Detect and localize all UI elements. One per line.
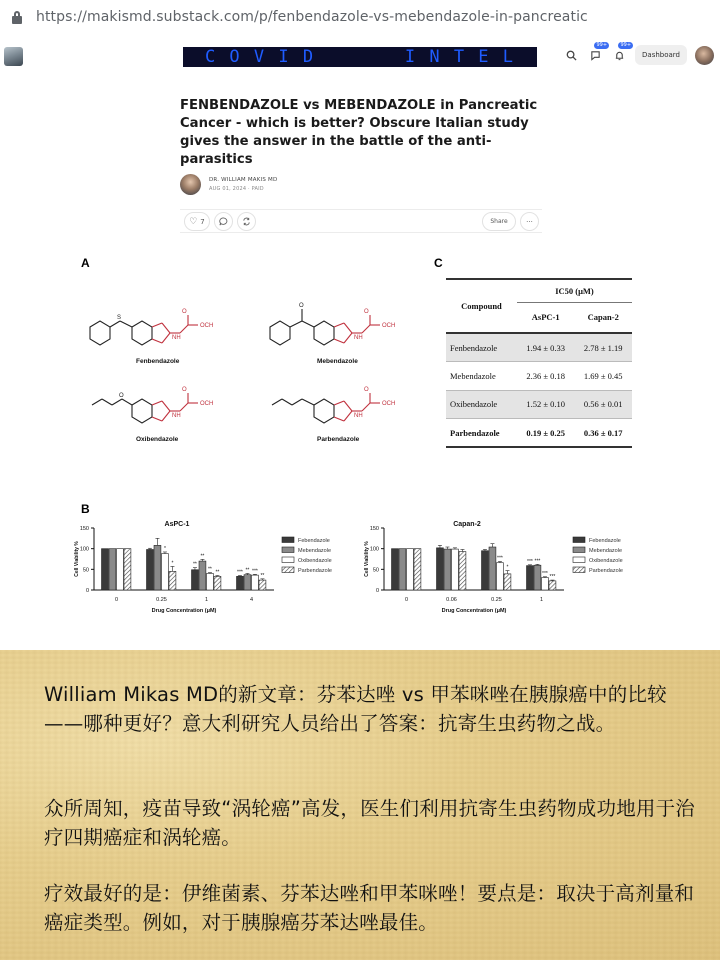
post-actions [180,209,542,233]
bar [147,549,154,590]
table-cell: 1.69 ± 0.45 [574,362,632,391]
significance-label: ** [245,567,250,574]
x-axis-label: Drug Concentration (μM) [441,608,507,614]
notifications-icon[interactable] [611,42,632,63]
y-tick-label: 0 [85,588,89,594]
bar [534,565,541,590]
legend-swatch [282,557,294,563]
heart-icon: ♡ [189,216,198,227]
x-tick-label: 0.06 [446,597,457,603]
y-tick-label: 100 [79,546,89,553]
legend-label: Oxibendazole [298,558,332,564]
bar [244,575,251,590]
user-avatar[interactable] [695,46,714,65]
table-cell: Parbendazole [446,419,517,448]
bar [169,571,176,590]
significance-label: *** [497,555,503,562]
nh-label-2: NH [354,335,363,341]
table-cell: 2.78 ± 1.19 [574,333,632,362]
bar [504,574,511,590]
legend-label: Parbendazole [589,568,623,574]
methyl-label-2: OCH [382,323,396,329]
table-cell: Fenbendazole [446,333,517,362]
bar-chart-aspc1 [70,515,360,627]
significance-label: ** [215,569,220,576]
author-name[interactable]: DR. WILLIAM MAKIS MD [209,177,278,183]
comment-icon [219,217,228,226]
y-tick-label: 150 [369,526,379,532]
significance-label: *** [527,558,533,565]
bar [124,549,131,590]
legend-label: Oxibendazole [589,558,623,564]
ether-o-label: O [119,393,124,399]
ic50-table [446,278,632,448]
label-parbendazole: Parbendazole [317,436,360,443]
label-mebendazole: Mebendazole [317,358,358,365]
nh-label-3: NH [172,413,181,419]
bar [252,575,259,590]
author-avatar[interactable] [180,174,201,195]
x-tick-label: 0 [404,597,409,603]
significance-label: *** [534,558,541,565]
table-row [446,390,632,419]
panel-label-b: B [81,502,90,516]
label-fenbendazole: Fenbendazole [136,358,180,365]
chart-title: Capan-2 [453,521,481,528]
article-figure [70,253,651,627]
x-tick-label: 0 [114,597,119,603]
bar [192,570,199,590]
table-header-compound: Compound [446,279,517,333]
bar [459,552,466,590]
table-cell: 1.52 ± 0.10 [517,390,575,419]
significance-label: ** [200,553,205,560]
article-title: FENBENDAZOLE vs MEBENDAZOLE in Pancreatic Cancer - which is better? Obscure Italian study gives the answer in the battle of the anti-parasitics [180,98,538,167]
table-cell: Mebendazole [446,362,517,391]
table-row [446,362,632,391]
carbonyl-o-2: O [364,309,369,315]
chart-title: AsPC-1 [164,521,190,528]
table-cell: 0.19 ± 0.25 [517,419,575,448]
caption-paragraph-3: 疗效最好的是：伊维菌素、芬苯达唑和甲苯咪唑！要点是：取决于高剂量和癌症类型。例如，对于胰腺癌芬苯达唑最佳。 [44,882,695,934]
table-header-capan2: Capan-2 [574,302,632,333]
significance-label: * [171,560,174,567]
table-cell: 0.56 ± 0.01 [574,390,632,419]
table-row [446,333,632,362]
banner-text-right: I N T E L [404,47,516,67]
bar [497,563,504,590]
bar [437,548,444,590]
x-tick-label: 0.25 [156,597,167,603]
y-axis-label: Cell Viability % [364,541,370,577]
bar [199,561,206,590]
significance-label: * [163,545,166,552]
methyl-label-1: OCH [200,323,214,329]
x-tick-label: 0.25 [491,597,502,603]
bar [482,551,489,590]
legend-label: Febendazole [589,538,621,544]
address-bar[interactable] [0,0,720,34]
carbonyl-o-4: O [364,387,369,393]
y-tick-label: 50 [372,567,379,574]
structure-parbendazole [272,393,380,423]
table-cell: 2.36 ± 0.18 [517,362,575,391]
bar [489,547,496,590]
panel-label-a: A [81,256,90,270]
significance-label: *** [252,568,258,575]
chemical-structures [70,253,430,453]
bar [407,549,414,590]
bar [102,549,109,590]
legend-swatch [282,537,294,543]
bar [207,573,214,590]
restack-icon [242,217,251,226]
significance-label: *** [549,574,556,581]
table-cell: 0.36 ± 0.17 [574,419,632,448]
notifications-badge: 99+ [620,42,632,48]
bar [162,554,169,590]
search-icon[interactable] [563,47,579,63]
table-cell: 1.94 ± 0.33 [517,333,575,362]
like-count: 7 [200,217,205,226]
methyl-label-4: OCH [382,401,396,407]
y-tick-label: 150 [79,526,89,532]
significance-label: *** [237,569,243,576]
ketone-o-label: O [299,303,304,309]
legend-swatch [573,567,585,573]
bar-chart-capan2 [360,515,651,627]
methyl-label-3: OCH [200,401,214,407]
chat-icon[interactable] [587,42,608,63]
carbonyl-o-1: O [182,309,187,315]
table-header-ic50: IC50 (μM) [517,279,632,302]
nh-label-1: NH [172,335,181,341]
like-button[interactable] [184,212,210,231]
significance-label: ** [192,561,197,568]
significance-label: ** [260,572,265,579]
post-date: AUG 01, 2024 · PAID [209,186,264,192]
legend-swatch [282,567,294,573]
legend-swatch [573,547,585,553]
lock-icon [12,11,22,24]
legend-label: Febendazole [298,538,330,544]
comment-button[interactable] [214,212,233,231]
caption-paragraph-2: 众所周知，疫苗导致“涡轮癌”高发，医生们利用抗寄生虫药物成功地用于治疗四期癌症和涡轮癌。 [44,797,696,849]
bar [214,576,221,590]
structure-fenbendazole [90,315,198,345]
legend-swatch [282,547,294,553]
dashboard-button[interactable]: Dashboard [635,45,687,65]
y-tick-label: 50 [82,567,89,574]
x-tick-label: 1 [539,597,544,603]
publication-logo[interactable] [4,47,23,66]
legend-label: Parbendazole [298,568,332,574]
publication-banner[interactable] [183,47,537,67]
restack-button[interactable] [237,212,256,231]
chat-badge: 99+ [596,42,608,48]
y-axis-label: Cell Viability % [74,541,80,577]
table-cell: Oxibendazole [446,390,517,419]
structure-oxibendazole [92,393,198,423]
nh-label-4: NH [354,413,363,419]
panel-label-c: C [434,256,443,270]
legend-swatch [573,557,585,563]
caption-paragraph-1: William Mikas MD的新文章：芬苯达唑 vs 甲苯咪唑在胰腺癌中的比较——哪种更好？意大利研究人员给出了答案：抗寄生虫药物之战。 [44,683,667,735]
banner-text-left: C O V I D [204,47,316,67]
byline [180,174,277,195]
bar [117,549,124,590]
legend-label: Mebendazole [589,548,623,554]
y-tick-label: 100 [369,546,379,553]
legend-swatch [573,537,585,543]
substack-page [0,34,720,650]
bar [527,566,534,590]
table-row [446,419,632,448]
bar [154,545,161,590]
label-oxibendazole: Oxibendazole [136,436,179,443]
legend-label: Mebendazole [298,548,332,554]
top-nav [0,34,720,84]
x-axis-label: Drug Concentration (μM) [151,608,217,614]
url-text[interactable]: https://makismd.substack.com/p/fenbendazole-vs-mebendazole-in-pancreatic [36,9,588,25]
more-options-button[interactable]: ··· [520,212,539,231]
bar [399,549,406,590]
bar [414,549,421,590]
bar [392,549,399,590]
significance-label: *** [542,570,548,577]
share-button[interactable]: Share [482,212,516,231]
bar [452,549,459,590]
significance-label: ** [207,566,212,573]
x-tick-label: 4 [249,597,254,603]
y-tick-label: 0 [375,588,379,594]
bar [109,549,116,590]
bar [237,576,244,590]
carbonyl-o-3: O [182,387,187,393]
x-tick-label: 1 [204,597,209,603]
bar [542,578,549,590]
bar [549,581,556,590]
bar [259,580,266,590]
bar [444,549,451,590]
sulfur-label: S [117,315,122,321]
table-header-aspc1: AsPC-1 [517,302,575,333]
significance-label: * [506,564,509,571]
slide-caption [0,650,720,960]
